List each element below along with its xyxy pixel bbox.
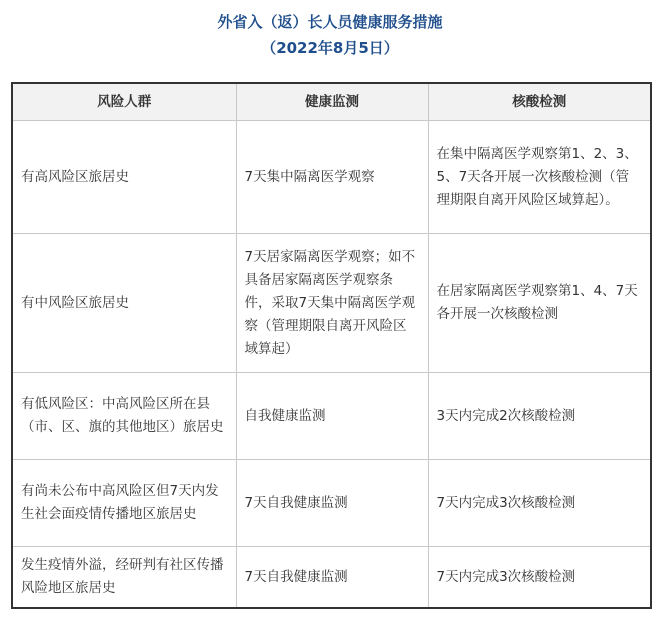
cell-risk-group: 发生疫情外溢，经研判有社区传播风险地区旅居史 <box>12 547 236 609</box>
table-row <box>12 121 651 234</box>
measures-table <box>11 82 652 609</box>
page-title: 外省入（返）长人员健康服务措施 <box>217 13 443 31</box>
cell-health-monitoring: 自我健康监测 <box>236 373 428 460</box>
cell-health-monitoring: 7天居家隔离医学观察；如不具备居家隔离医学观察条件，采取7天集中隔离医学观察（管理期限自离开风险区域算起） <box>236 234 428 373</box>
cell-health-monitoring: 7天自我健康监测 <box>236 547 428 609</box>
table-row <box>12 373 651 460</box>
table-row <box>12 234 651 373</box>
header-health-monitoring: 健康监测 <box>236 83 428 121</box>
cell-health-monitoring: 7天集中隔离医学观察 <box>236 121 428 234</box>
cell-nucleic-test: 7天内完成3次核酸检测 <box>428 460 651 547</box>
header-nucleic-test: 核酸检测 <box>428 83 651 121</box>
cell-risk-group: 有尚未公布中高风险区但7天内发生社会面疫情传播地区旅居史 <box>12 460 236 547</box>
cell-risk-group: 有低风险区：中高风险区所在县（市、区、旗的其他地区）旅居史 <box>12 373 236 460</box>
table-header-row <box>12 83 651 121</box>
header-risk-group: 风险人群 <box>12 83 236 121</box>
cell-nucleic-test: 在集中隔离医学观察第1、2、3、5、7天各开展一次核酸检测（管理期限自离开风险区域算起）。 <box>428 121 651 234</box>
page-date: （2022年8月5日） <box>261 39 399 57</box>
cell-risk-group: 有高风险区旅居史 <box>12 121 236 234</box>
table-row <box>12 547 651 609</box>
cell-risk-group: 有中风险区旅居史 <box>12 234 236 373</box>
table-row <box>12 460 651 547</box>
cell-nucleic-test: 3天内完成2次核酸检测 <box>428 373 651 460</box>
cell-nucleic-test: 7天内完成3次核酸检测 <box>428 547 651 609</box>
cell-health-monitoring: 7天自我健康监测 <box>236 460 428 547</box>
cell-nucleic-test: 在居家隔离医学观察第1、4、7天各开展一次核酸检测 <box>428 234 651 373</box>
